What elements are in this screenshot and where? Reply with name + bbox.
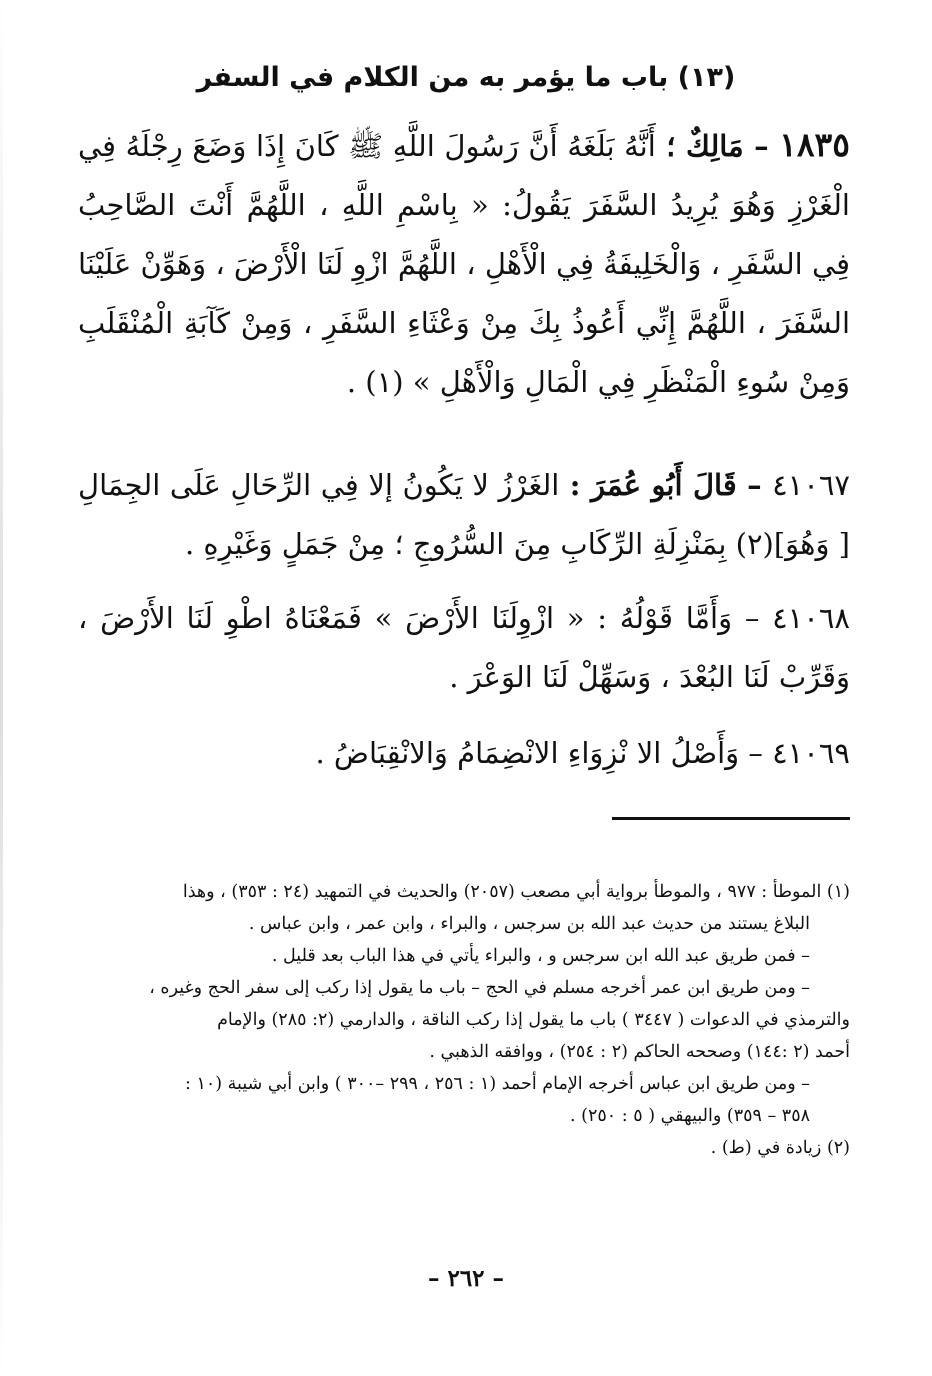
footnote-line: – ومن طريق ابن عباس أخرجه الإمام أحمد (١ : ٢٥٦ ، ٢٩٩ –٣٠٠ ) وابن أبي شيبة (١٠ : [185,1074,810,1094]
hadith-text: أَنَّهُ بَلَغَهُ أَنَّ رَسُولَ اللَّهِ ﷺ كَانَ إِذَا وَضَعَ رِجْلَهُ فِي الْغَرْزِ وَهُوَ يُرِيدُ السَّفَرَ يَقُولُ: « بِاسْمِ اللَّهِ ، اللَّهُمَّ أَنْتَ الصَّاحِبُ فِي السَّفَرِ ، وَالْخَلِيفَةُ فِي الْأَهْلِ ، اللَّهُمَّ ازْوِ لَنَا الْأَرْضَ ، وَهَوِّنْ عَلَيْنَا السَّفَرَ ، اللَّهُمَّ إِنِّي أَعُوذُ بِكَ مِنْ وَعْثَاءِ السَّفَرِ ، وَمِنْ كَآبَةِ الْمُنْقَلَبِ وَمِنْ سُوءِ الْمَنْظَرِ فِي الْمَالِ وَالْأَهْلِ » (١) . [78,129,850,399]
commentary-paragraph [78,456,850,574]
hadith-number: ١٨٣٥ [779,125,851,164]
footnote-line: والترمذي في الدعوات ( ٣٤٤٧ ) باب ما يقول إذا ركب الناقة ، والدارمي (٢: ٢٨٥) والإمام [217,1010,850,1030]
commentary-number: ٤١٠٦٧ [772,468,850,502]
page-number: – ٢٦٢ – [427,1265,505,1292]
commentary-lead: – وَأَمَّا قَوْلُهُ : [584,601,773,635]
hadith-paragraph [78,115,850,412]
footnote-separator [612,817,850,820]
commentary-number: ٤١٠٦٩ [772,736,850,770]
commentary-text: « ازْوِلَنَا الأَرْضَ » فَمَعْنَاهُ اطْوِ لَنَا الأَرْضَ ، وَقَرِّبْ لَنَا البُعْدَ ، وَسَهِّلْ لَنَا الوَعْرَ . [78,601,850,694]
commentary-lead: – قَالَ أَبُو عُمَرَ : [559,468,773,502]
commentary-number: ٤١٠٦٨ [772,601,850,635]
commentary-paragraph [78,589,850,707]
footnotes [78,876,850,1164]
footnote-line: ٣٥٨ – ٣٥٩) والبيهقي ( ٥ : ٢٥٠) . [570,1106,810,1126]
footnote-line: البلاغ يستند من حديث عبد الله بن سرجس ، والبراء ، وابن عمر ، وابن عباس . [248,914,810,934]
footnote-line: – فمن طريق عبد الله ابن سرجس و ، والبراء يأتي في هذا الباب بعد قليل . [271,946,810,966]
commentary-paragraph [78,724,850,783]
page-edge-shadow [0,0,3,1376]
footnote-line: (٢) زيادة في (ط) . [710,1138,850,1158]
commentary-text: الغَرْزُ لا يَكُونُ إلا فِي الرِّحَالِ عَلَى الجِمَالِ [ وَهُوَ](٢) بِمَنْزِلَةِ الرِّكَابِ مِنَ السُّرُوجِ ؛ مِنْ جَمَلٍ وَغَيْرِهِ . [78,468,850,561]
footnote-line: – ومن طريق ابن عمر أخرجه مسلم في الحج – باب ما يقول إذا ركب إلى سفر الحج وغيره ، [149,978,810,998]
footnote-line: (١) الموطأ : ٩٧٧ ، والموطأ برواية أبي مصعب (٢٠٥٧) والحديث في التمهيد (٢٤ : ٣٥٣) ، وهذا [182,882,850,902]
hadith-narrator: – مَالِكٌ ؛ [655,129,780,163]
footnote-line: أحمد (٢ :١٤٤) وصححه الحاكم (٢ : ٢٥٤) ، ووافقه الذهبي . [429,1042,850,1062]
chapter-title: (١٣) باب ما يؤمر به من الكلام في السفر [196,62,736,93]
commentary-lead: – وَأَصْلُ الا نْزِوَاءِ الانْضِمَامُ وَالانْقِبَاضُ . [315,736,773,770]
